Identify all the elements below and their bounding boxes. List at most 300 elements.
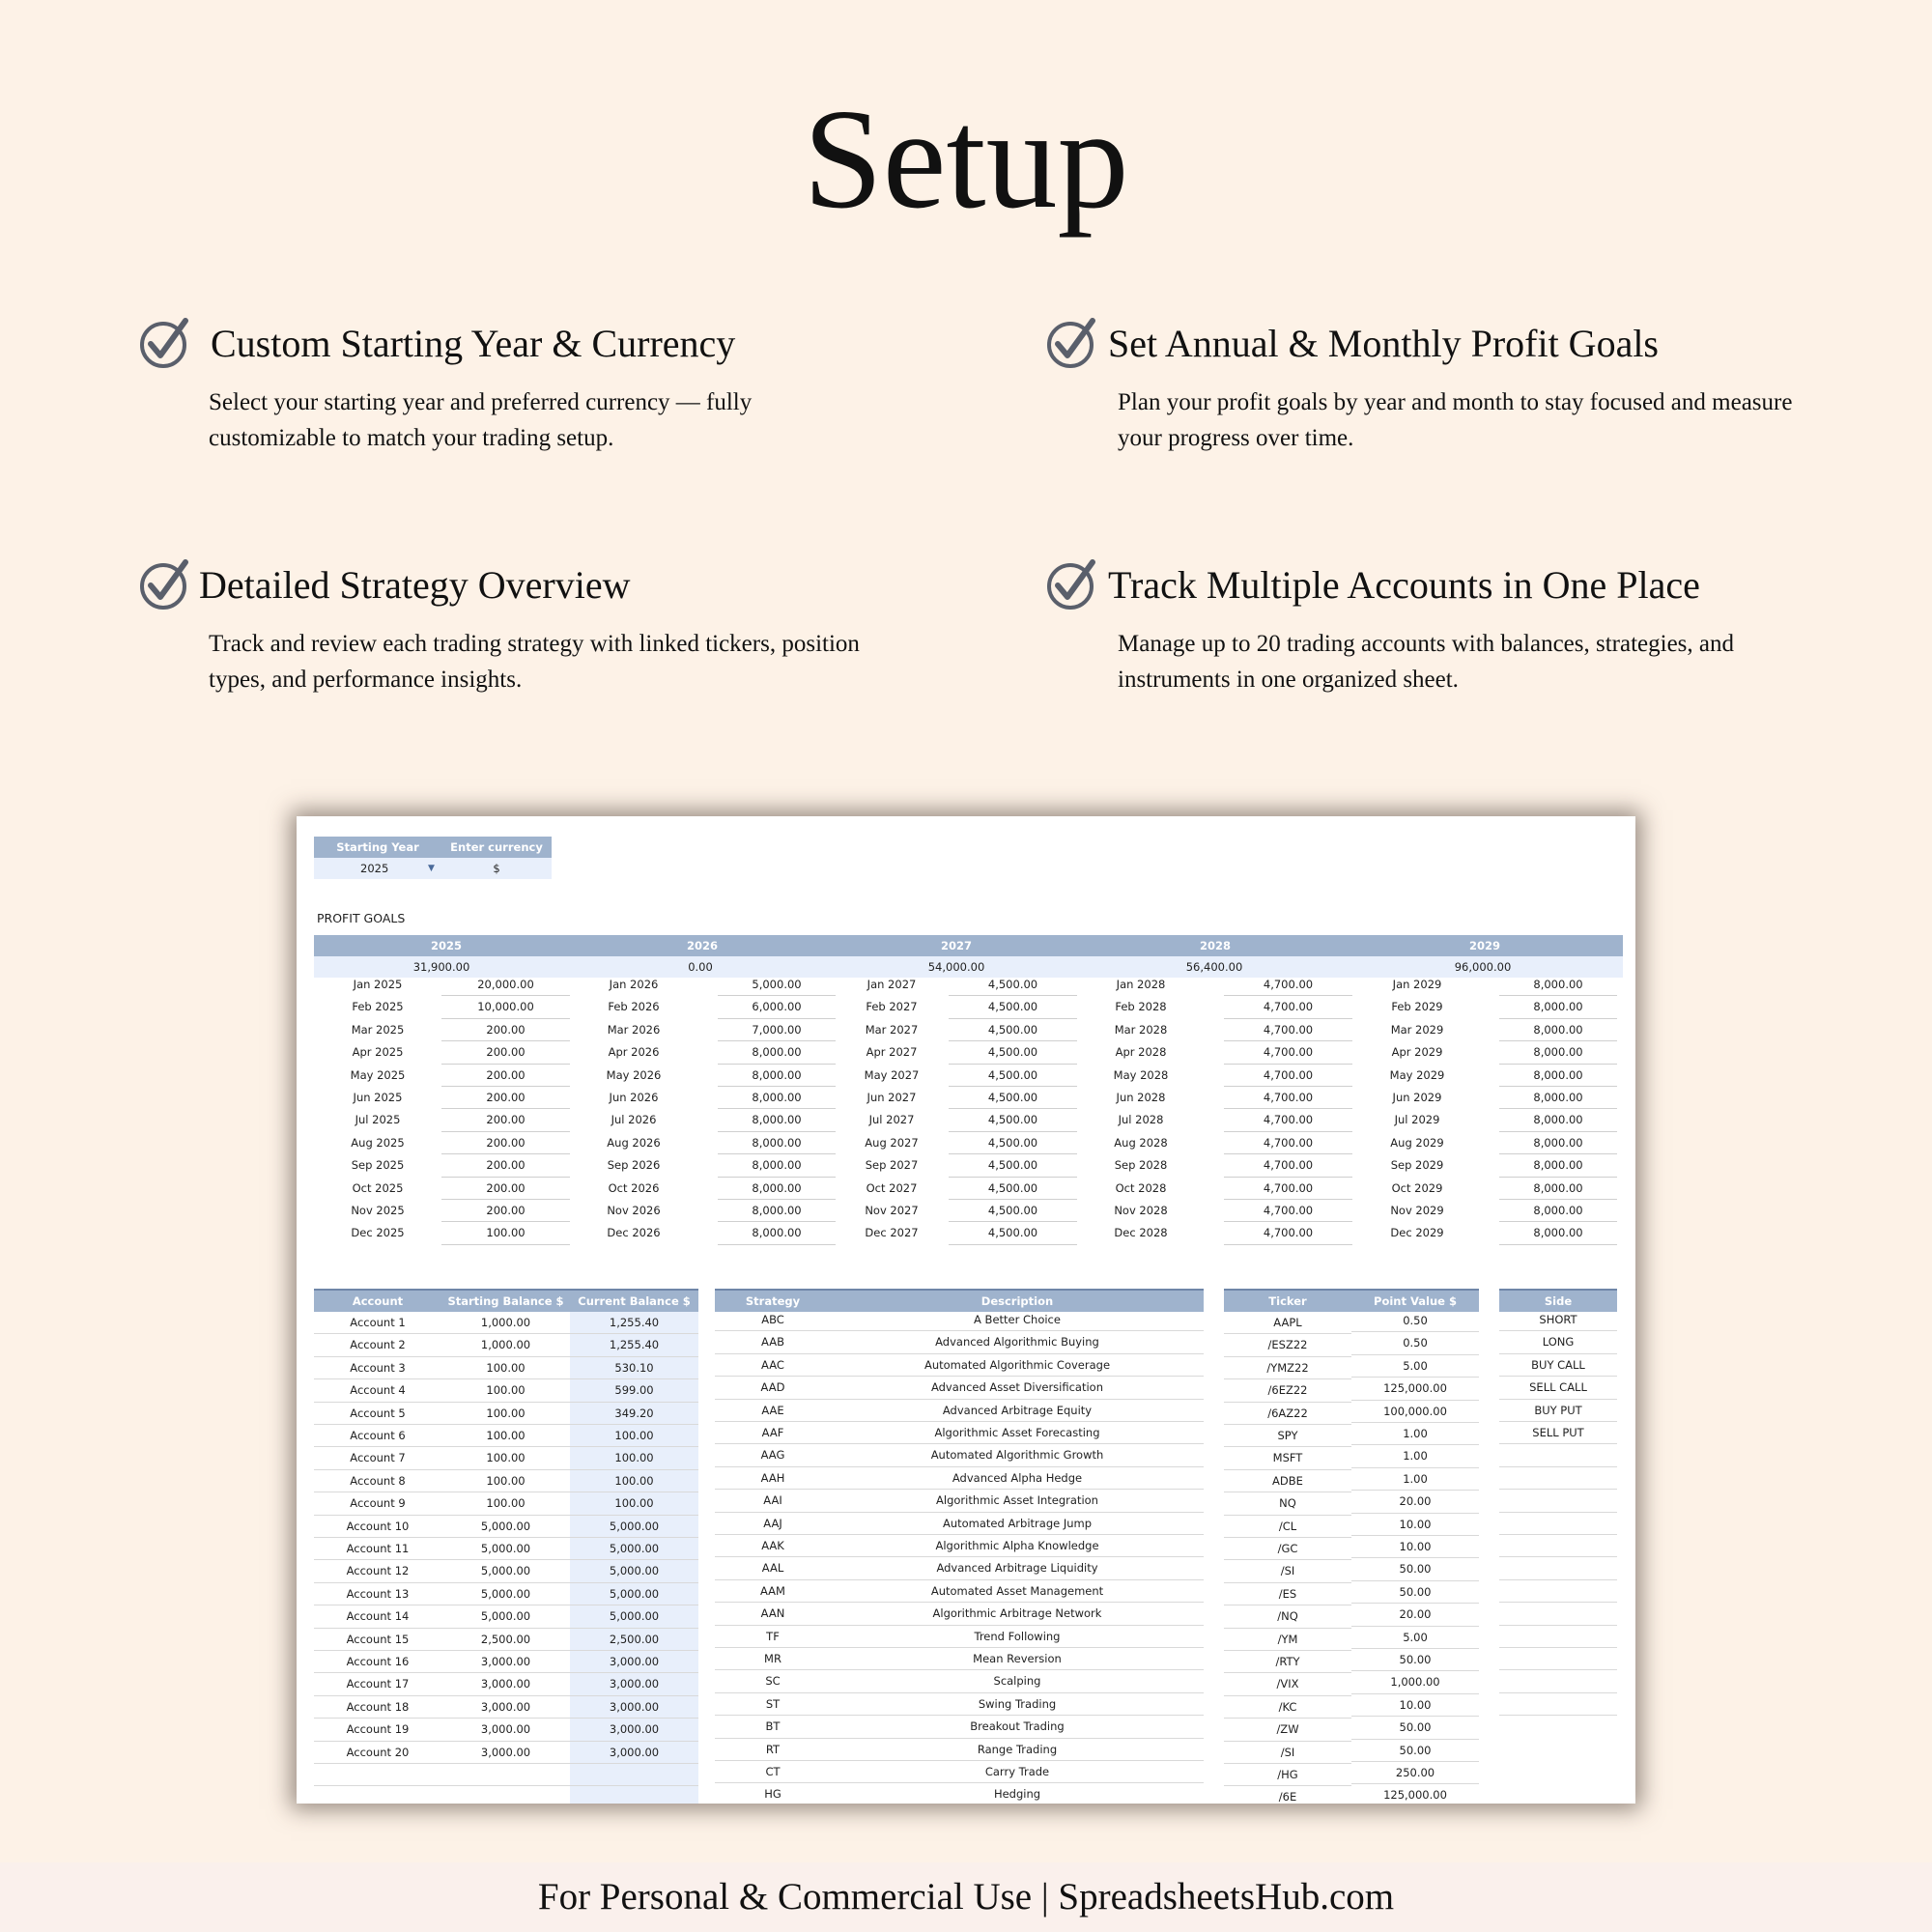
account-name: Account 8	[314, 1470, 441, 1492]
side-option[interactable]: SELL PUT	[1499, 1422, 1617, 1444]
month-label: Feb 2026	[608, 1000, 660, 1014]
ticker-symbol[interactable]: ADBE	[1224, 1470, 1351, 1492]
feature-description: Plan your profit goals by year and month to stay focused and measure your progress over time.	[1118, 389, 1793, 451]
goal-input[interactable]: 4,500.00	[949, 1222, 1077, 1244]
goal-input[interactable]: 8,000.00	[1499, 1019, 1617, 1041]
goal-input[interactable]: 4,700.00	[1224, 1132, 1352, 1154]
month-label: Mar 2027	[865, 1022, 919, 1037]
goal-input[interactable]: 4,500.00	[949, 1132, 1077, 1154]
account-header: Account	[314, 1291, 441, 1312]
goal-input[interactable]: 4,700.00	[1224, 1087, 1352, 1109]
month-label: Mar 2025	[351, 1022, 405, 1037]
side-option[interactable]: SHORT	[1499, 1309, 1617, 1331]
month-label: Dec 2026	[607, 1226, 661, 1240]
ticker-symbol[interactable]: /HG	[1224, 1764, 1351, 1786]
year-total: 0.00	[688, 960, 713, 974]
strategy-description[interactable]: Swing Trading	[831, 1693, 1204, 1716]
point-value-input[interactable]: 10.00	[1351, 1694, 1479, 1717]
goal-input[interactable]: 8,000.00	[718, 1087, 836, 1109]
ticker-symbol[interactable]: /YM	[1224, 1629, 1351, 1651]
starting-balance-input[interactable]: 100.00	[441, 1447, 570, 1469]
ticker-symbol[interactable]: /KC	[1224, 1696, 1351, 1719]
starting-balance-input[interactable]: 1,000.00	[441, 1334, 570, 1356]
goal-input[interactable]: 20,000.00	[441, 974, 570, 996]
account-name: Account 12	[314, 1560, 441, 1582]
ticker-symbol[interactable]: AAPL	[1224, 1312, 1351, 1334]
goal-input[interactable]: 8,000.00	[1499, 974, 1617, 996]
starting-balance-input[interactable]: 1,000.00	[441, 1312, 570, 1334]
month-label: Mar 2028	[1114, 1022, 1168, 1037]
ticker-symbol[interactable]: /YMZ22	[1224, 1357, 1351, 1379]
strategy-code[interactable]: AAD	[715, 1377, 831, 1399]
goal-input[interactable]: 7,000.00	[718, 1019, 836, 1041]
month-label: May 2025	[350, 1067, 406, 1082]
month-label: Nov 2029	[1390, 1204, 1444, 1217]
goal-input[interactable]: 8,000.00	[1499, 1178, 1617, 1200]
month-label: Jul 2025	[355, 1113, 401, 1127]
starting-balance-input[interactable]: 3,000.00	[441, 1651, 570, 1673]
point-value-header: Point Value $	[1351, 1291, 1479, 1312]
ticker-symbol[interactable]: /VIX	[1224, 1673, 1351, 1695]
goal-input[interactable]: 4,700.00	[1224, 1065, 1352, 1087]
goal-input[interactable]: 4,700.00	[1224, 996, 1352, 1018]
month-label: Aug 2029	[1390, 1135, 1444, 1150]
year-header: 2028	[1199, 939, 1231, 952]
current-balance-value: 100.00	[570, 1470, 698, 1492]
strategy-code[interactable]: HG	[715, 1783, 831, 1804]
month-label: Aug 2028	[1114, 1135, 1168, 1150]
month-label: Jan 2026	[609, 978, 659, 991]
strategy-code[interactable]: TF	[715, 1626, 831, 1648]
goal-input[interactable]: 8,000.00	[1499, 1065, 1617, 1087]
strategy-code[interactable]: AAK	[715, 1535, 831, 1557]
goal-input[interactable]: 8,000.00	[1499, 1109, 1617, 1131]
goal-input[interactable]: 4,500.00	[949, 1087, 1077, 1109]
month-label: Jul 2026	[611, 1113, 657, 1127]
account-name: Account 13	[314, 1583, 441, 1605]
feature-title: Detailed Strategy Overview	[199, 563, 631, 607]
account-name: Account 11	[314, 1538, 441, 1560]
point-value-input[interactable]: 0.50	[1351, 1332, 1479, 1354]
goal-input[interactable]: 6,000.00	[718, 996, 836, 1018]
month-label: May 2028	[1113, 1067, 1169, 1082]
strategy-description[interactable]: Algorithmic Asset Forecasting	[831, 1422, 1204, 1444]
point-value-input[interactable]: 50.00	[1351, 1581, 1479, 1604]
starting-balance-input[interactable]: 5,000.00	[441, 1538, 570, 1560]
month-label: May 2027	[864, 1067, 920, 1082]
month-label: Dec 2025	[351, 1226, 405, 1240]
account-name: Account 15	[314, 1629, 441, 1651]
strategy-code[interactable]: RT	[715, 1739, 831, 1761]
ticker-symbol[interactable]: /ESZ22	[1224, 1334, 1351, 1356]
current-balance-value: 5,000.00	[570, 1583, 698, 1605]
strategy-description[interactable]: Breakout Trading	[831, 1716, 1204, 1738]
goal-input[interactable]: 8,000.00	[718, 1178, 836, 1200]
footer-text: For Personal & Commercial Use | SpreadsheetsHub.com	[0, 1862, 1932, 1932]
goal-input[interactable]: 8,000.00	[718, 1109, 836, 1131]
goal-input[interactable]: 8,000.00	[1499, 1087, 1617, 1109]
goal-input[interactable]: 4,700.00	[1224, 1109, 1352, 1131]
ticker-symbol[interactable]: /CL	[1224, 1516, 1351, 1538]
current-balance-value: 2,500.00	[570, 1629, 698, 1651]
starting-balance-input[interactable]: 100.00	[441, 1425, 570, 1447]
strategy-code[interactable]: AAB	[715, 1331, 831, 1353]
empty-row	[1499, 1580, 1617, 1603]
empty-row	[1499, 1603, 1617, 1625]
month-label: Jan 2029	[1392, 978, 1442, 991]
point-value-input[interactable]: 125,000.00	[1351, 1784, 1479, 1804]
starting-balance-input[interactable]: 3,000.00	[441, 1673, 570, 1695]
empty-row	[1499, 1557, 1617, 1579]
strategy-description[interactable]: Automated Algorithmic Growth	[831, 1444, 1204, 1466]
month-label: Nov 2028	[1114, 1204, 1168, 1217]
ticker-symbol[interactable]: /GC	[1224, 1538, 1351, 1560]
current-balance-value: 3,000.00	[570, 1696, 698, 1719]
month-label: Jan 2028	[1116, 978, 1166, 991]
ticker-symbol[interactable]: /NQ	[1224, 1605, 1351, 1628]
strategy-code[interactable]: ABC	[715, 1309, 831, 1331]
goal-input[interactable]: 4,700.00	[1224, 1154, 1352, 1177]
year-total: 96,000.00	[1454, 960, 1512, 974]
strategy-code[interactable]: AAM	[715, 1580, 831, 1603]
strategy-code[interactable]: MR	[715, 1648, 831, 1670]
account-name: Account 9	[314, 1492, 441, 1515]
empty-row	[1499, 1670, 1617, 1692]
feature-description: Manage up to 20 trading accounts with balances, strategies, and instruments in one organized sheet.	[1118, 631, 1735, 693]
goal-input[interactable]: 4,500.00	[949, 1178, 1077, 1200]
point-value-input[interactable]: 50.00	[1351, 1649, 1479, 1671]
strategy-description[interactable]: Advanced Arbitrage Liquidity	[831, 1557, 1204, 1579]
point-value-input[interactable]: 20.00	[1351, 1604, 1479, 1626]
account-name: Account 6	[314, 1425, 441, 1447]
goal-input[interactable]: 8,000.00	[718, 1222, 836, 1244]
starting-balance-input[interactable]: 100.00	[441, 1470, 570, 1492]
ticker-symbol[interactable]: /ZW	[1224, 1719, 1351, 1741]
currency-input[interactable]: $	[441, 858, 552, 879]
current-balance-value: 530.10	[570, 1357, 698, 1379]
month-label: Oct 2026	[608, 1180, 660, 1195]
account-name: Account 7	[314, 1447, 441, 1469]
strategy-code[interactable]: AAE	[715, 1400, 831, 1422]
goal-input[interactable]: 8,000.00	[1499, 1041, 1617, 1064]
goal-input[interactable]: 200.00	[441, 1019, 570, 1041]
ticker-header: Ticker	[1224, 1291, 1351, 1312]
month-label: Jul 2028	[1118, 1113, 1164, 1127]
goal-input[interactable]: 4,700.00	[1224, 1019, 1352, 1041]
strategy-description[interactable]: Advanced Arbitrage Equity	[831, 1400, 1204, 1422]
strategy-description[interactable]: Algorithmic Alpha Knowledge	[831, 1535, 1204, 1557]
goal-input[interactable]: 4,500.00	[949, 1065, 1077, 1087]
side-option[interactable]: BUY CALL	[1499, 1354, 1617, 1377]
goal-input[interactable]: 4,700.00	[1224, 974, 1352, 996]
month-label: Jan 2027	[867, 978, 917, 991]
goal-input[interactable]: 8,000.00	[718, 1154, 836, 1177]
checkmark-circle-icon	[139, 558, 191, 611]
account-name: Account 10	[314, 1516, 441, 1538]
point-value-input[interactable]: 100,000.00	[1351, 1401, 1479, 1423]
month-label: Sep 2026	[607, 1158, 661, 1173]
strategy-code[interactable]: AAF	[715, 1422, 831, 1444]
feature-title: Custom Starting Year & Currency	[211, 322, 736, 365]
strategy-description[interactable]: Algorithmic Asset Integration	[831, 1490, 1204, 1512]
goal-input[interactable]: 8,000.00	[1499, 1154, 1617, 1177]
month-label: Feb 2025	[352, 1000, 404, 1014]
starting-balance-input[interactable]: 5,000.00	[441, 1583, 570, 1605]
current-balance-value: 1,255.40	[570, 1312, 698, 1334]
month-label: Sep 2028	[1114, 1158, 1168, 1173]
point-value-input[interactable]: 1.00	[1351, 1468, 1479, 1491]
goal-input[interactable]: 8,000.00	[1499, 1200, 1617, 1222]
strategy-description[interactable]: Advanced Algorithmic Buying	[831, 1331, 1204, 1353]
goal-input[interactable]: 4,500.00	[949, 1109, 1077, 1131]
goal-input[interactable]: 200.00	[441, 1132, 570, 1154]
point-value-input[interactable]: 125,000.00	[1351, 1378, 1479, 1400]
point-value-input[interactable]: 50.00	[1351, 1717, 1479, 1739]
strategy-code[interactable]: AAC	[715, 1354, 831, 1377]
point-value-input[interactable]: 20.00	[1351, 1491, 1479, 1513]
starting-balance-input[interactable]: 100.00	[441, 1492, 570, 1515]
goal-input[interactable]: 4,700.00	[1224, 1178, 1352, 1200]
starting-balance-input[interactable]: 5,000.00	[441, 1516, 570, 1538]
strategy-header: Strategy	[715, 1291, 831, 1312]
goal-input[interactable]: 4,500.00	[949, 996, 1077, 1018]
ticker-symbol[interactable]: SPY	[1224, 1425, 1351, 1447]
current-balance-value: 100.00	[570, 1425, 698, 1447]
month-label: May 2029	[1389, 1067, 1445, 1082]
ticker-symbol[interactable]: /RTY	[1224, 1651, 1351, 1673]
empty-row	[1499, 1693, 1617, 1716]
caret-down-icon[interactable]: ▼	[428, 864, 435, 873]
goal-input[interactable]: 200.00	[441, 1087, 570, 1109]
current-balance-value: 3,000.00	[570, 1673, 698, 1695]
current-balance-value: 5,000.00	[570, 1605, 698, 1628]
point-value-input[interactable]: 5.00	[1351, 1627, 1479, 1649]
account-name: Account 2	[314, 1334, 441, 1356]
strategy-description[interactable]: Automated Arbitrage Jump	[831, 1513, 1204, 1535]
strategy-description[interactable]: Carry Trade	[831, 1761, 1204, 1783]
month-label: Nov 2025	[351, 1204, 405, 1217]
strategy-code[interactable]: CT	[715, 1761, 831, 1783]
account-name: Account 19	[314, 1719, 441, 1741]
month-label: Sep 2029	[1390, 1158, 1444, 1173]
month-label: Jul 2029	[1394, 1113, 1440, 1127]
strategy-description[interactable]: A Better Choice	[831, 1309, 1204, 1331]
strategy-code[interactable]: AAN	[715, 1603, 831, 1625]
goal-input[interactable]: 4,500.00	[949, 1019, 1077, 1041]
strategy-description[interactable]: Algorithmic Arbitrage Network	[831, 1603, 1204, 1625]
strategy-description[interactable]: Automated Algorithmic Coverage	[831, 1354, 1204, 1377]
month-label: Dec 2028	[1114, 1226, 1168, 1240]
month-label: Apr 2025	[352, 1045, 404, 1060]
strategy-description[interactable]: Automated Asset Management	[831, 1580, 1204, 1603]
point-value-input[interactable]: 250.00	[1351, 1762, 1479, 1784]
goal-input[interactable]: 8,000.00	[718, 1041, 836, 1064]
month-label: Oct 2027	[866, 1180, 918, 1195]
goal-input[interactable]: 8,000.00	[1499, 1222, 1617, 1244]
strategy-code[interactable]: ST	[715, 1693, 831, 1716]
strategy-code[interactable]: SC	[715, 1670, 831, 1692]
goal-input[interactable]: 5,000.00	[718, 974, 836, 996]
goal-input[interactable]: 8,000.00	[718, 1200, 836, 1222]
ticker-symbol[interactable]: NQ	[1224, 1492, 1351, 1515]
starting-year-header: Starting Year	[314, 837, 441, 858]
strategy-code[interactable]: AAG	[715, 1444, 831, 1466]
month-label: Feb 2029	[1391, 1000, 1443, 1014]
current-balance-value: 1,255.40	[570, 1334, 698, 1356]
checkmark-circle-icon	[1046, 558, 1098, 611]
starting-balance-input[interactable]: 100.00	[441, 1403, 570, 1425]
strategy-code[interactable]: AAL	[715, 1557, 831, 1579]
month-label: Feb 2027	[866, 1000, 918, 1014]
month-label: Oct 2025	[352, 1180, 404, 1195]
ticker-symbol[interactable]: /ES	[1224, 1583, 1351, 1605]
strategy-description[interactable]: Trend Following	[831, 1626, 1204, 1648]
goal-input[interactable]: 8,000.00	[718, 1132, 836, 1154]
side-option[interactable]: BUY PUT	[1499, 1400, 1617, 1422]
page-title: Setup	[803, 80, 1129, 239]
point-value-input[interactable]: 50.00	[1351, 1558, 1479, 1580]
strategy-description[interactable]: Range Trading	[831, 1739, 1204, 1761]
ticker-symbol[interactable]: /SI	[1224, 1560, 1351, 1582]
description-header: Description	[831, 1291, 1204, 1312]
current-balance-value: 3,000.00	[570, 1719, 698, 1741]
point-value-input[interactable]: 10.00	[1351, 1514, 1479, 1536]
checkmark-circle-icon	[139, 317, 191, 369]
empty-row	[1499, 1513, 1617, 1535]
goal-input[interactable]: 200.00	[441, 1200, 570, 1222]
side-header: Side	[1499, 1291, 1617, 1312]
strategy-description[interactable]: Scalping	[831, 1670, 1204, 1692]
strategy-code[interactable]: AAJ	[715, 1513, 831, 1535]
goal-input[interactable]: 200.00	[441, 1154, 570, 1177]
goal-input[interactable]: 4,700.00	[1224, 1222, 1352, 1244]
spreadsheet-screenshot	[297, 816, 1635, 1804]
feature-title: Track Multiple Accounts in One Place	[1108, 563, 1700, 607]
goal-input[interactable]: 200.00	[441, 1178, 570, 1200]
goal-input[interactable]: 4,700.00	[1224, 1041, 1352, 1064]
point-value-input[interactable]: 5.00	[1351, 1355, 1479, 1378]
month-label: Dec 2027	[865, 1226, 919, 1240]
month-label: Sep 2027	[865, 1158, 919, 1173]
month-label: Jun 2028	[1116, 1091, 1166, 1104]
current-balance-value: 5,000.00	[570, 1560, 698, 1582]
profit-goals-label: PROFIT GOALS	[317, 911, 406, 925]
empty-row	[1499, 1467, 1617, 1490]
current-balance-value: 100.00	[570, 1447, 698, 1469]
month-label: Jun 2026	[609, 1091, 659, 1104]
starting-balance-input[interactable]: 3,000.00	[441, 1696, 570, 1719]
account-name: Account 3	[314, 1357, 441, 1379]
currency-header: Enter currency	[441, 837, 552, 858]
goal-input[interactable]: 200.00	[441, 1041, 570, 1064]
goal-input[interactable]: 4,700.00	[1224, 1200, 1352, 1222]
goal-input[interactable]: 4,500.00	[949, 974, 1077, 996]
starting-balance-input[interactable]: 2,500.00	[441, 1629, 570, 1651]
empty-row	[314, 1786, 698, 1804]
goal-input[interactable]: 4,500.00	[949, 1154, 1077, 1177]
month-label: Nov 2026	[607, 1204, 661, 1217]
starting-year-select[interactable]	[314, 858, 441, 879]
month-label: Feb 2028	[1115, 1000, 1167, 1014]
goal-input[interactable]: 8,000.00	[718, 1065, 836, 1087]
year-total: 54,000.00	[927, 960, 985, 974]
month-label: Apr 2029	[1391, 1045, 1443, 1060]
goal-input[interactable]: 100.00	[441, 1222, 570, 1244]
starting-year-value: 2025	[360, 862, 389, 875]
month-label: Sep 2025	[351, 1158, 405, 1173]
current-balance-value: 3,000.00	[570, 1742, 698, 1764]
empty-row	[314, 1764, 698, 1786]
month-label: Apr 2027	[866, 1045, 918, 1060]
point-value-input[interactable]: 0.50	[1351, 1310, 1479, 1332]
account-name: Account 5	[314, 1403, 441, 1425]
month-label: Aug 2027	[865, 1135, 919, 1150]
strategy-code[interactable]: BT	[715, 1716, 831, 1738]
month-label: May 2026	[606, 1067, 662, 1082]
account-name: Account 17	[314, 1673, 441, 1695]
month-label: Mar 2029	[1390, 1022, 1444, 1037]
side-option[interactable]: LONG	[1499, 1331, 1617, 1353]
starting-balance-input[interactable]: 100.00	[441, 1357, 570, 1379]
month-label: Nov 2027	[865, 1204, 919, 1217]
ticker-symbol[interactable]: /SI	[1224, 1742, 1351, 1764]
empty-row	[1499, 1535, 1617, 1557]
month-label: Aug 2026	[607, 1135, 661, 1150]
goal-input[interactable]: 8,000.00	[1499, 996, 1617, 1018]
empty-row	[1499, 1626, 1617, 1648]
goal-input[interactable]: 4,500.00	[949, 1041, 1077, 1064]
current-balance-value: 5,000.00	[570, 1538, 698, 1560]
point-value-input[interactable]: 1,000.00	[1351, 1671, 1479, 1693]
starting-balance-input[interactable]: 3,000.00	[441, 1742, 570, 1764]
point-value-input[interactable]: 50.00	[1351, 1740, 1479, 1762]
goal-input[interactable]: 10,000.00	[441, 996, 570, 1018]
month-label: Mar 2026	[607, 1022, 661, 1037]
strategy-description[interactable]: Mean Reversion	[831, 1648, 1204, 1670]
strategy-code[interactable]: AAI	[715, 1490, 831, 1512]
point-value-input[interactable]: 10.00	[1351, 1536, 1479, 1558]
goal-input[interactable]: 8,000.00	[1499, 1132, 1617, 1154]
strategy-description[interactable]: Advanced Asset Diversification	[831, 1377, 1204, 1399]
strategy-code[interactable]: AAH	[715, 1467, 831, 1490]
strategy-description[interactable]: Advanced Alpha Hedge	[831, 1467, 1204, 1490]
starting-balance-input[interactable]: 5,000.00	[441, 1560, 570, 1582]
current-balance-value: 599.00	[570, 1379, 698, 1402]
ticker-symbol[interactable]: /6E	[1224, 1786, 1351, 1804]
goal-input[interactable]: 200.00	[441, 1065, 570, 1087]
month-label: Apr 2026	[608, 1045, 660, 1060]
current-balance-value: 5,000.00	[570, 1516, 698, 1538]
starting-balance-input[interactable]: 3,000.00	[441, 1719, 570, 1741]
month-label: Jul 2027	[868, 1113, 915, 1127]
side-option[interactable]: SELL CALL	[1499, 1377, 1617, 1399]
point-value-input[interactable]: 1.00	[1351, 1445, 1479, 1467]
goal-input[interactable]: 4,500.00	[949, 1200, 1077, 1222]
starting-balance-input[interactable]: 5,000.00	[441, 1605, 570, 1628]
ticker-symbol[interactable]: /6EZ22	[1224, 1379, 1351, 1402]
starting-balance-input[interactable]: 100.00	[441, 1379, 570, 1402]
account-name: Account 14	[314, 1605, 441, 1628]
year-total: 31,900.00	[412, 960, 470, 974]
ticker-symbol[interactable]: MSFT	[1224, 1447, 1351, 1469]
account-name: Account 16	[314, 1651, 441, 1673]
strategy-description[interactable]: Hedging	[831, 1783, 1204, 1804]
goal-input[interactable]: 200.00	[441, 1109, 570, 1131]
year-total: 56,400.00	[1185, 960, 1243, 974]
ticker-symbol[interactable]: /6AZ22	[1224, 1403, 1351, 1425]
point-value-input[interactable]: 1.00	[1351, 1423, 1479, 1445]
starting-balance-header: Starting Balance $	[441, 1291, 570, 1312]
